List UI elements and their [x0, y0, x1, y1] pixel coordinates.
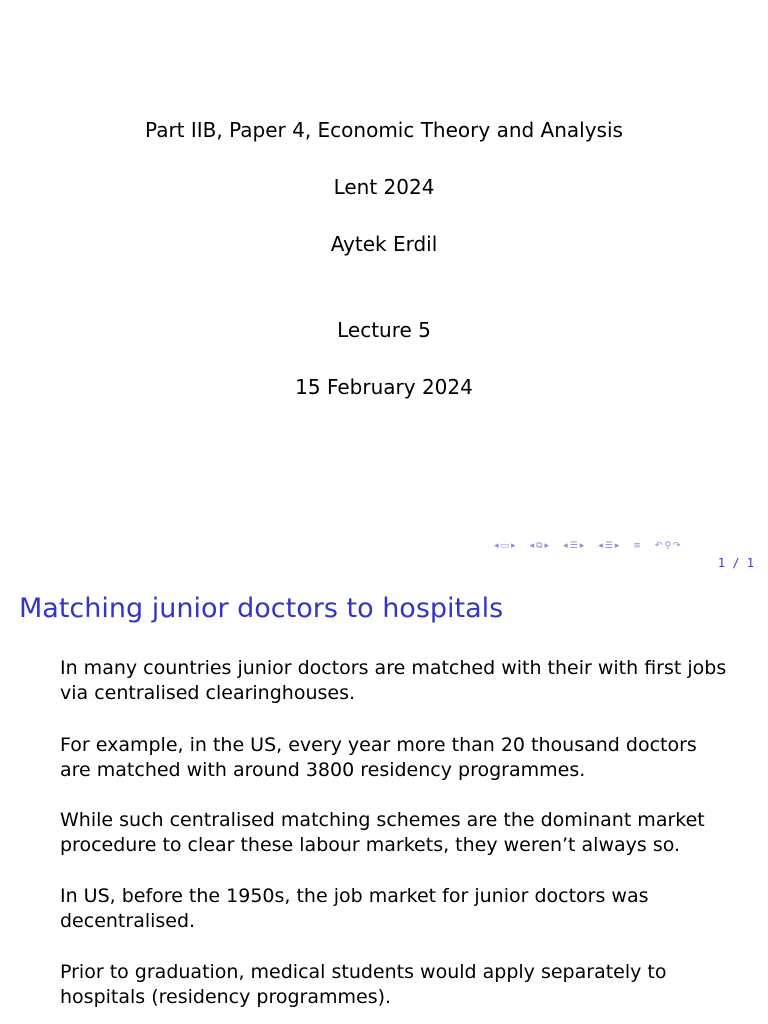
nav-next-frame-icon[interactable]: ▸ [511, 541, 516, 551]
nav-prev-part-icon[interactable]: ◂ [598, 541, 603, 551]
content-slide [0, 576, 768, 1024]
lecture-date: 15 February 2024 [295, 375, 473, 399]
beamer-navigation-bar [494, 539, 764, 553]
nav-next-section-icon[interactable]: ▸ [579, 541, 585, 551]
nav-search-icon[interactable]: ⚲ [664, 541, 672, 551]
paragraph: In many countries junior doctors are matched with their with first jobs via centralised clearinghouses. [60, 657, 727, 704]
paragraph: While such centralised matching schemes are the dominant market procedure to clear these labour markets, they weren’t always so. [60, 809, 705, 856]
page-number: 1 / 1 [717, 556, 754, 570]
paragraph: For example, in the US, every year more than 20 thousand doctors are matched with around 3800 residency programmes. [60, 734, 697, 781]
lecture-number: Lecture 5 [337, 318, 431, 342]
nav-part-icon[interactable]: ☰ [604, 541, 613, 551]
nav-subsection-icon[interactable]: ⧉ [536, 541, 543, 551]
frame-title: Matching junior doctors to hospitals [19, 593, 504, 624]
nav-undo-icon[interactable]: ↶ [654, 541, 663, 551]
nav-prev-subsection-icon[interactable]: ◂ [529, 541, 535, 551]
nav-section-icon[interactable]: ☰ [569, 541, 578, 551]
nav-prev-section-icon[interactable]: ◂ [563, 541, 568, 551]
paragraph: Prior to graduation, medical students would apply separately to hospitals (residency programmes). [60, 961, 667, 1008]
course-title: Part IIB, Paper 4, Economic Theory and Analysis [145, 118, 623, 142]
nav-prev-frame-icon[interactable]: ◂ [494, 541, 499, 551]
nav-redo-icon[interactable]: ↷ [673, 541, 681, 551]
term-label: Lent 2024 [333, 175, 435, 199]
nav-align-icon[interactable]: ≡ [633, 541, 641, 551]
nav-frame-icon[interactable]: ▭ [500, 541, 510, 551]
nav-next-subsection-icon[interactable]: ▸ [544, 541, 550, 551]
nav-next-part-icon[interactable]: ▸ [614, 541, 620, 551]
paragraph: In US, before the 1950s, the job market for junior doctors was decentralised. [60, 885, 649, 932]
author-name: Aytek Erdil [330, 232, 438, 256]
